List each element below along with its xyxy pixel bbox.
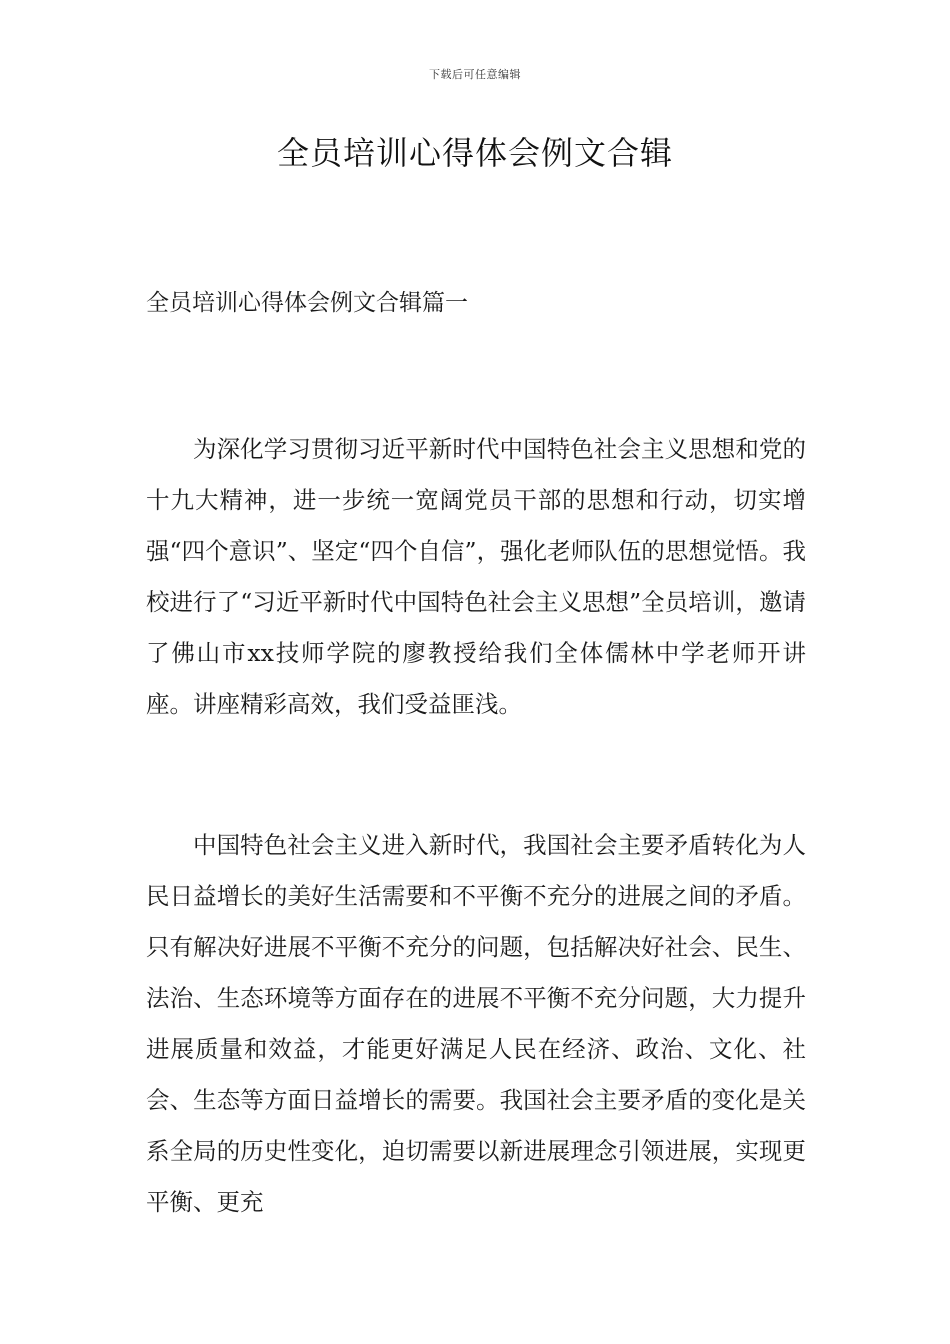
- section-heading: 全员培训心得体会例文合辑篇一: [146, 290, 468, 316]
- document-title: 全员培训心得体会例文合辑: [276, 134, 673, 172]
- body-paragraph-1: 为深化学习贯彻习近平新时代中国特色社会主义思想和党的十九大精神，进一步统一宽阔党员干部的思想和行动，切实增强“四个意识”、坚定“四个自信”，强化老师队伍的思想觉悟。我校进行了“习近平新时代中国特色社会主义思想”全员培训，邀请了佛山市xx技师学院的廖教授给我们全体儒林中学老师开讲座。讲座精彩高效，我们受益匪浅。: [146, 435, 806, 718]
- header-note: 下载后可任意编辑: [429, 68, 521, 81]
- body-paragraph-2: 中国特色社会主义进入新时代，我国社会主要矛盾转化为人民日益增长的美好生活需要和不平衡不充分的进展之间的矛盾。只有解决好进展不平衡不充分的问题，包括解决好社会、民生、法治、生态环境等方面存在的进展不平衡不充分问题，大力提升进展质量和效益，才能更好满足人民在经济、政治、文化、社会、生态等方面日益增长的需要。我国社会主要矛盾的变化是关系全局的历史性变化，迫切需要以新进展理念引领进展，实现更平衡、更充: [146, 831, 806, 1216]
